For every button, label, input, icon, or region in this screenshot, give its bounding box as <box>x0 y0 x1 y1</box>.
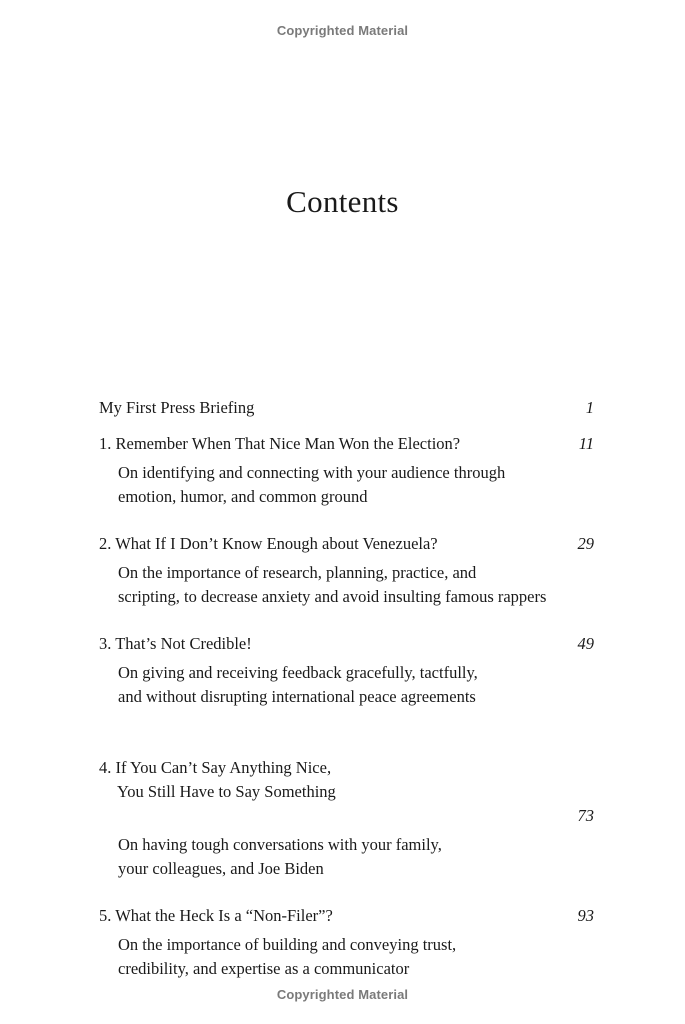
toc-entry-description-line: On giving and receiving feedback gracefully, tactfully, <box>118 663 478 682</box>
page-title: Contents <box>286 184 399 219</box>
copyright-watermark-bottom: Copyrighted Material <box>276 987 409 1002</box>
toc-entry-page: 49 <box>577 634 594 653</box>
toc-entry-page: 73 <box>577 806 594 825</box>
toc-entry[interactable] <box>99 396 595 420</box>
toc-entry-description-line: scripting, to decrease anxiety and avoid insulting famous rappers <box>118 587 547 606</box>
toc-entry-description <box>99 561 595 609</box>
toc-entry-description-line: your colleagues, and Joe Biden <box>118 859 324 878</box>
toc-entry-description-line: and without disrupting international peace agreements <box>118 687 476 706</box>
toc-entry-page: 11 <box>578 434 594 453</box>
toc-entry[interactable] <box>99 632 595 709</box>
toc-entry-description <box>99 661 595 709</box>
toc-entry-description-line: On having tough conversations with your family, <box>118 835 442 854</box>
copyright-watermark-top: Copyrighted Material <box>276 23 409 38</box>
toc-entry-title: 5. What the Heck Is a “Non-Filer”? <box>99 906 333 925</box>
toc-entry-title: 1. Remember When That Nice Man Won the Election? <box>99 434 461 453</box>
toc-entry-description <box>99 933 595 981</box>
toc-entry-description <box>99 833 595 881</box>
toc-entry-description-line: On the importance of building and conveying trust, <box>118 935 457 954</box>
toc-entry[interactable] <box>99 732 595 881</box>
toc-entry-description-line: On the importance of research, planning, practice, and <box>118 563 477 582</box>
toc-entry-page: 1 <box>585 398 594 417</box>
toc-entry-title: 3. That’s Not Credible! <box>99 634 252 653</box>
toc-entry[interactable] <box>99 432 595 509</box>
toc-entry-description-line: emotion, humor, and common ground <box>118 487 368 506</box>
toc-entry-description-line: On identifying and connecting with your audience through <box>118 463 506 482</box>
toc-entry-title-line: 4. If You Can’t Say Anything Nice, <box>99 758 332 777</box>
toc-entry-title <box>99 732 336 828</box>
toc-entry-title: My First Press Briefing <box>99 398 255 417</box>
toc-entry-description <box>99 461 595 509</box>
toc-entry-title-line: You Still Have to Say Something <box>117 782 336 801</box>
toc-entry-page: 93 <box>577 906 594 925</box>
toc-entry-page: 29 <box>577 534 594 553</box>
toc-entry-title: 2. What If I Don’t Know Enough about Venezuela? <box>99 534 438 553</box>
toc-entry-description-line: credibility, and expertise as a communicator <box>118 959 410 978</box>
toc-entry[interactable] <box>99 532 595 609</box>
toc-entry[interactable] <box>99 904 595 981</box>
table-of-contents <box>99 396 595 981</box>
